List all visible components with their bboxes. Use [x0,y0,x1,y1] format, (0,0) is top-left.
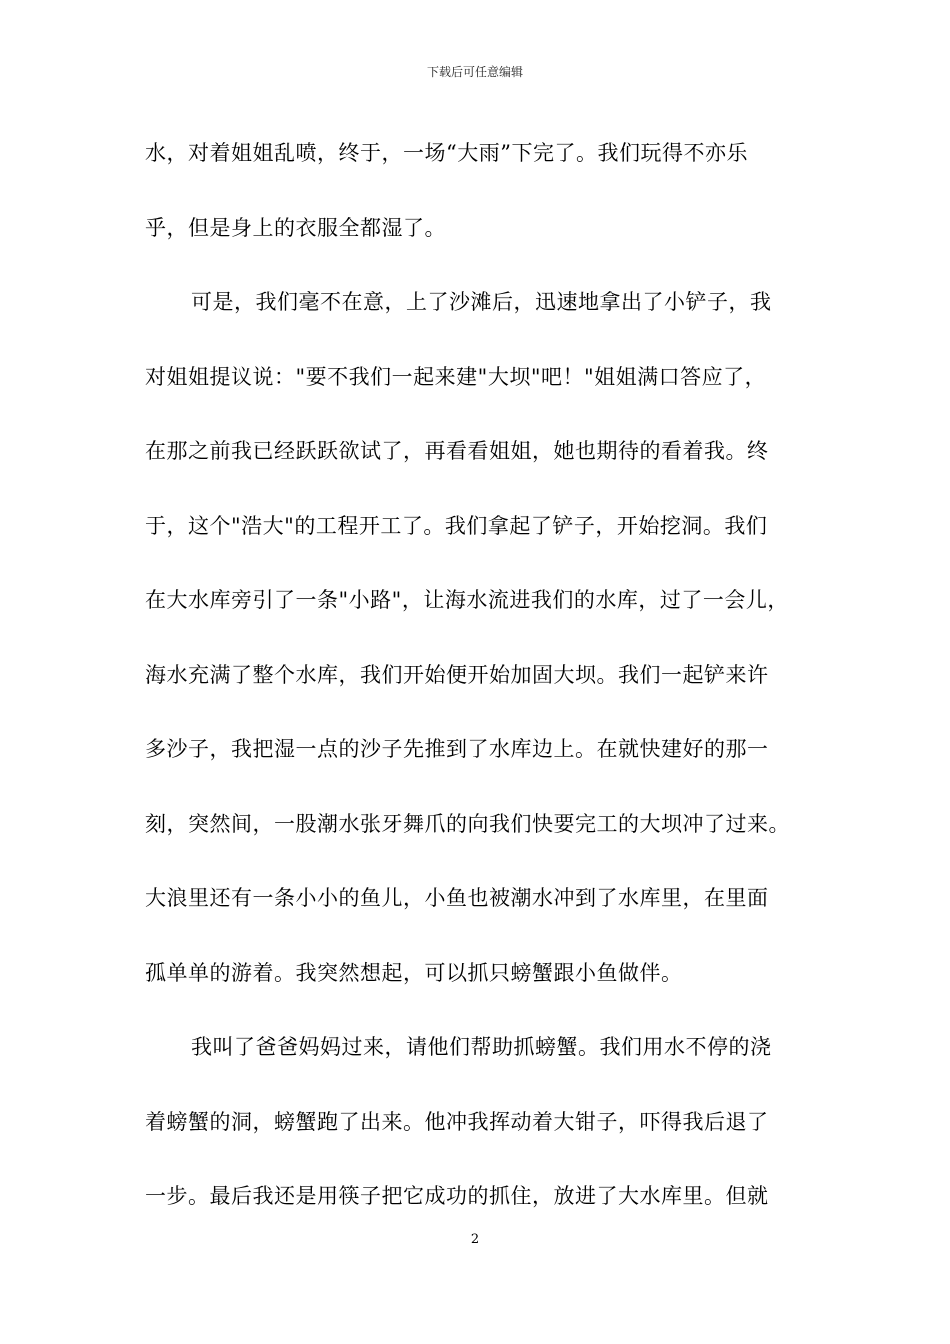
text-line: 多沙子，我把湿一点的沙子先推到了水库边上。在就快建好的那一 [145,737,769,761]
paragraph-start-line: 可是，我们毫不在意，上了沙滩后，迅速地拿出了小铲子，我 [191,290,772,314]
text-line: 在那之前我已经跃跃欲试了，再看看姐姐，她也期待的看着我。终 [145,439,769,463]
text-line: 刻，突然间，一股潮水张牙舞爪的向我们快要完工的大坝冲了过来。 [145,811,790,836]
text-line: 大浪里还有一条小小的鱼儿，小鱼也被潮水冲到了水库里，在里面 [145,886,769,910]
text-line: 一步。最后我还是用筷子把它成功的抓住，放进了大水库里。但就 [145,1184,769,1208]
text-line: 孤单单的游着。我突然想起，可以抓只螃蟹跟小鱼做伴。 [145,960,683,985]
document-body [145,127,810,1245]
text-line: 海水充满了整个水库，我们开始便开始加固大坝。我们一起铲来许 [145,662,769,687]
text-line: 于，这个"浩大"的工程开工了。我们拿起了铲子，开始挖洞。我们 [145,513,768,538]
page-header: 下载后可任意编辑 [426,65,523,79]
text-line: 对姐姐提议说："要不我们一起来建"大坝"吧！"姐姐满口答应了， [145,364,767,389]
text-line: 乎，但是身上的衣服全都湿了。 [145,215,446,240]
text-line: 在大水库旁引了一条"小路"，让海水流进我们的水库，过了一会儿， [145,588,789,612]
text-line: 着螃蟹的洞，螃蟹跑了出来。他冲我挥动着大钳子，吓得我后退了 [145,1109,769,1134]
text-line: 水，对着姐姐乱喷，终于，一场“大雨”下完了。我们玩得不亦乐 [145,141,748,165]
paragraph-start-line: 我叫了爸爸妈妈过来，请他们帮助抓螃蟹。我们用水不停的浇 [191,1035,772,1059]
page-number: 2 [470,1232,480,1247]
